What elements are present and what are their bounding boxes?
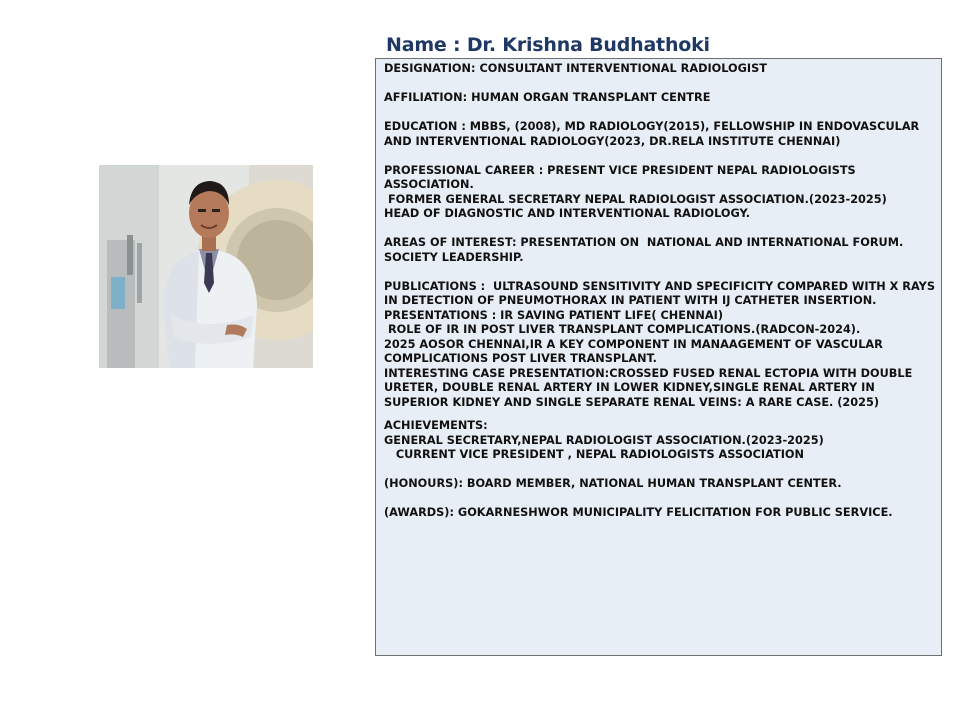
achievement-line: GENERAL SECRETARY,NEPAL RADIOLOGIST ASSOCIATION.(2023-2025) [384,433,824,447]
page-title: Name : Dr. Krishna Budhathoki [386,34,710,56]
education-section [384,120,935,149]
achievements-section [384,419,935,463]
awards-text: (AWARDS): GOKARNESHWOR MUNICIPALITY FELICITATION FOR PUBLIC SERVICE. [384,506,893,519]
publication-line: 2025 AOSOR CHENNAI,IR A KEY COMPONENT IN MANAAGEMENT OF VASCULAR COMPLICATIONS POST LIVER TRANSPLANT. [384,337,887,365]
biography-panel [375,58,942,656]
career-section [384,164,935,222]
affiliation-text: AFFILIATION: HUMAN ORGAN TRANSPLANT CENTRE [384,91,711,104]
career-line: PROFESSIONAL CAREER : PRESENT VICE PRESIDENT NEPAL RADIOLOGISTS ASSOCIATION. [384,163,860,191]
awards-section [384,506,935,521]
interest-text: AREAS OF INTEREST: PRESENTATION ON NATIONAL AND INTERNATIONAL FORUM. SOCIETY LEADERSHIP. [384,236,908,264]
career-line: FORMER GENERAL SECRETARY NEPAL RADIOLOGIST ASSOCIATION.(2023-2025) [384,192,887,206]
affiliation-section [384,91,935,106]
interest-section [384,236,935,265]
publication-line: PRESENTATIONS : IR SAVING PATIENT LIFE( CHENNAI) [384,308,723,322]
publication-line: INTERESTING CASE PRESENTATION:CROSSED FUSED RENAL ECTOPIA WITH DOUBLE URETER, DOUBLE RENAL ARTERY IN LOWER KIDNEY,SINGLE RENAL ARTERY IN SUPERIOR KIDNEY AND SINGLE SEPARATE RENAL VEINS: A RARE CASE. (2025) [384,366,917,409]
designation-text: DESIGNATION: CONSULTANT INTERVENTIONAL RADIOLOGIST [384,62,767,75]
publication-line: PUBLICATIONS : ULTRASOUND SENSITIVITY AND SPECIFICITY COMPARED WITH X RAYS IN DETECTION OF PNEUMOTHORAX IN PATIENT WITH IJ CATHETER INSERTION. [384,279,939,307]
career-line: HEAD OF DIAGNOSTIC AND INTERVENTIONAL RADIOLOGY. [384,207,751,220]
achievement-line: CURRENT VICE PRESIDENT , NEPAL RADIOLOGISTS ASSOCIATION [384,448,804,461]
honours-section [384,477,935,492]
publication-line: ROLE OF IR IN POST LIVER TRANSPLANT COMPLICATIONS.(RADCON-2024). [384,323,861,336]
honours-text: (HONOURS): BOARD MEMBER, NATIONAL HUMAN TRANSPLANT CENTER. [384,477,842,490]
education-text: EDUCATION : MBBS, (2008), MD RADIOLOGY(2015), FELLOWSHIP IN ENDOVASCULAR AND INTERVENTIONAL RADIOLOGY(2023, DR.RELA INSTITUTE CHENNAI) [384,120,924,148]
achievement-line: ACHIEVEMENTS: [384,419,488,432]
designation-section [384,62,935,77]
profile-photo [99,165,313,368]
publications-section [384,279,939,411]
